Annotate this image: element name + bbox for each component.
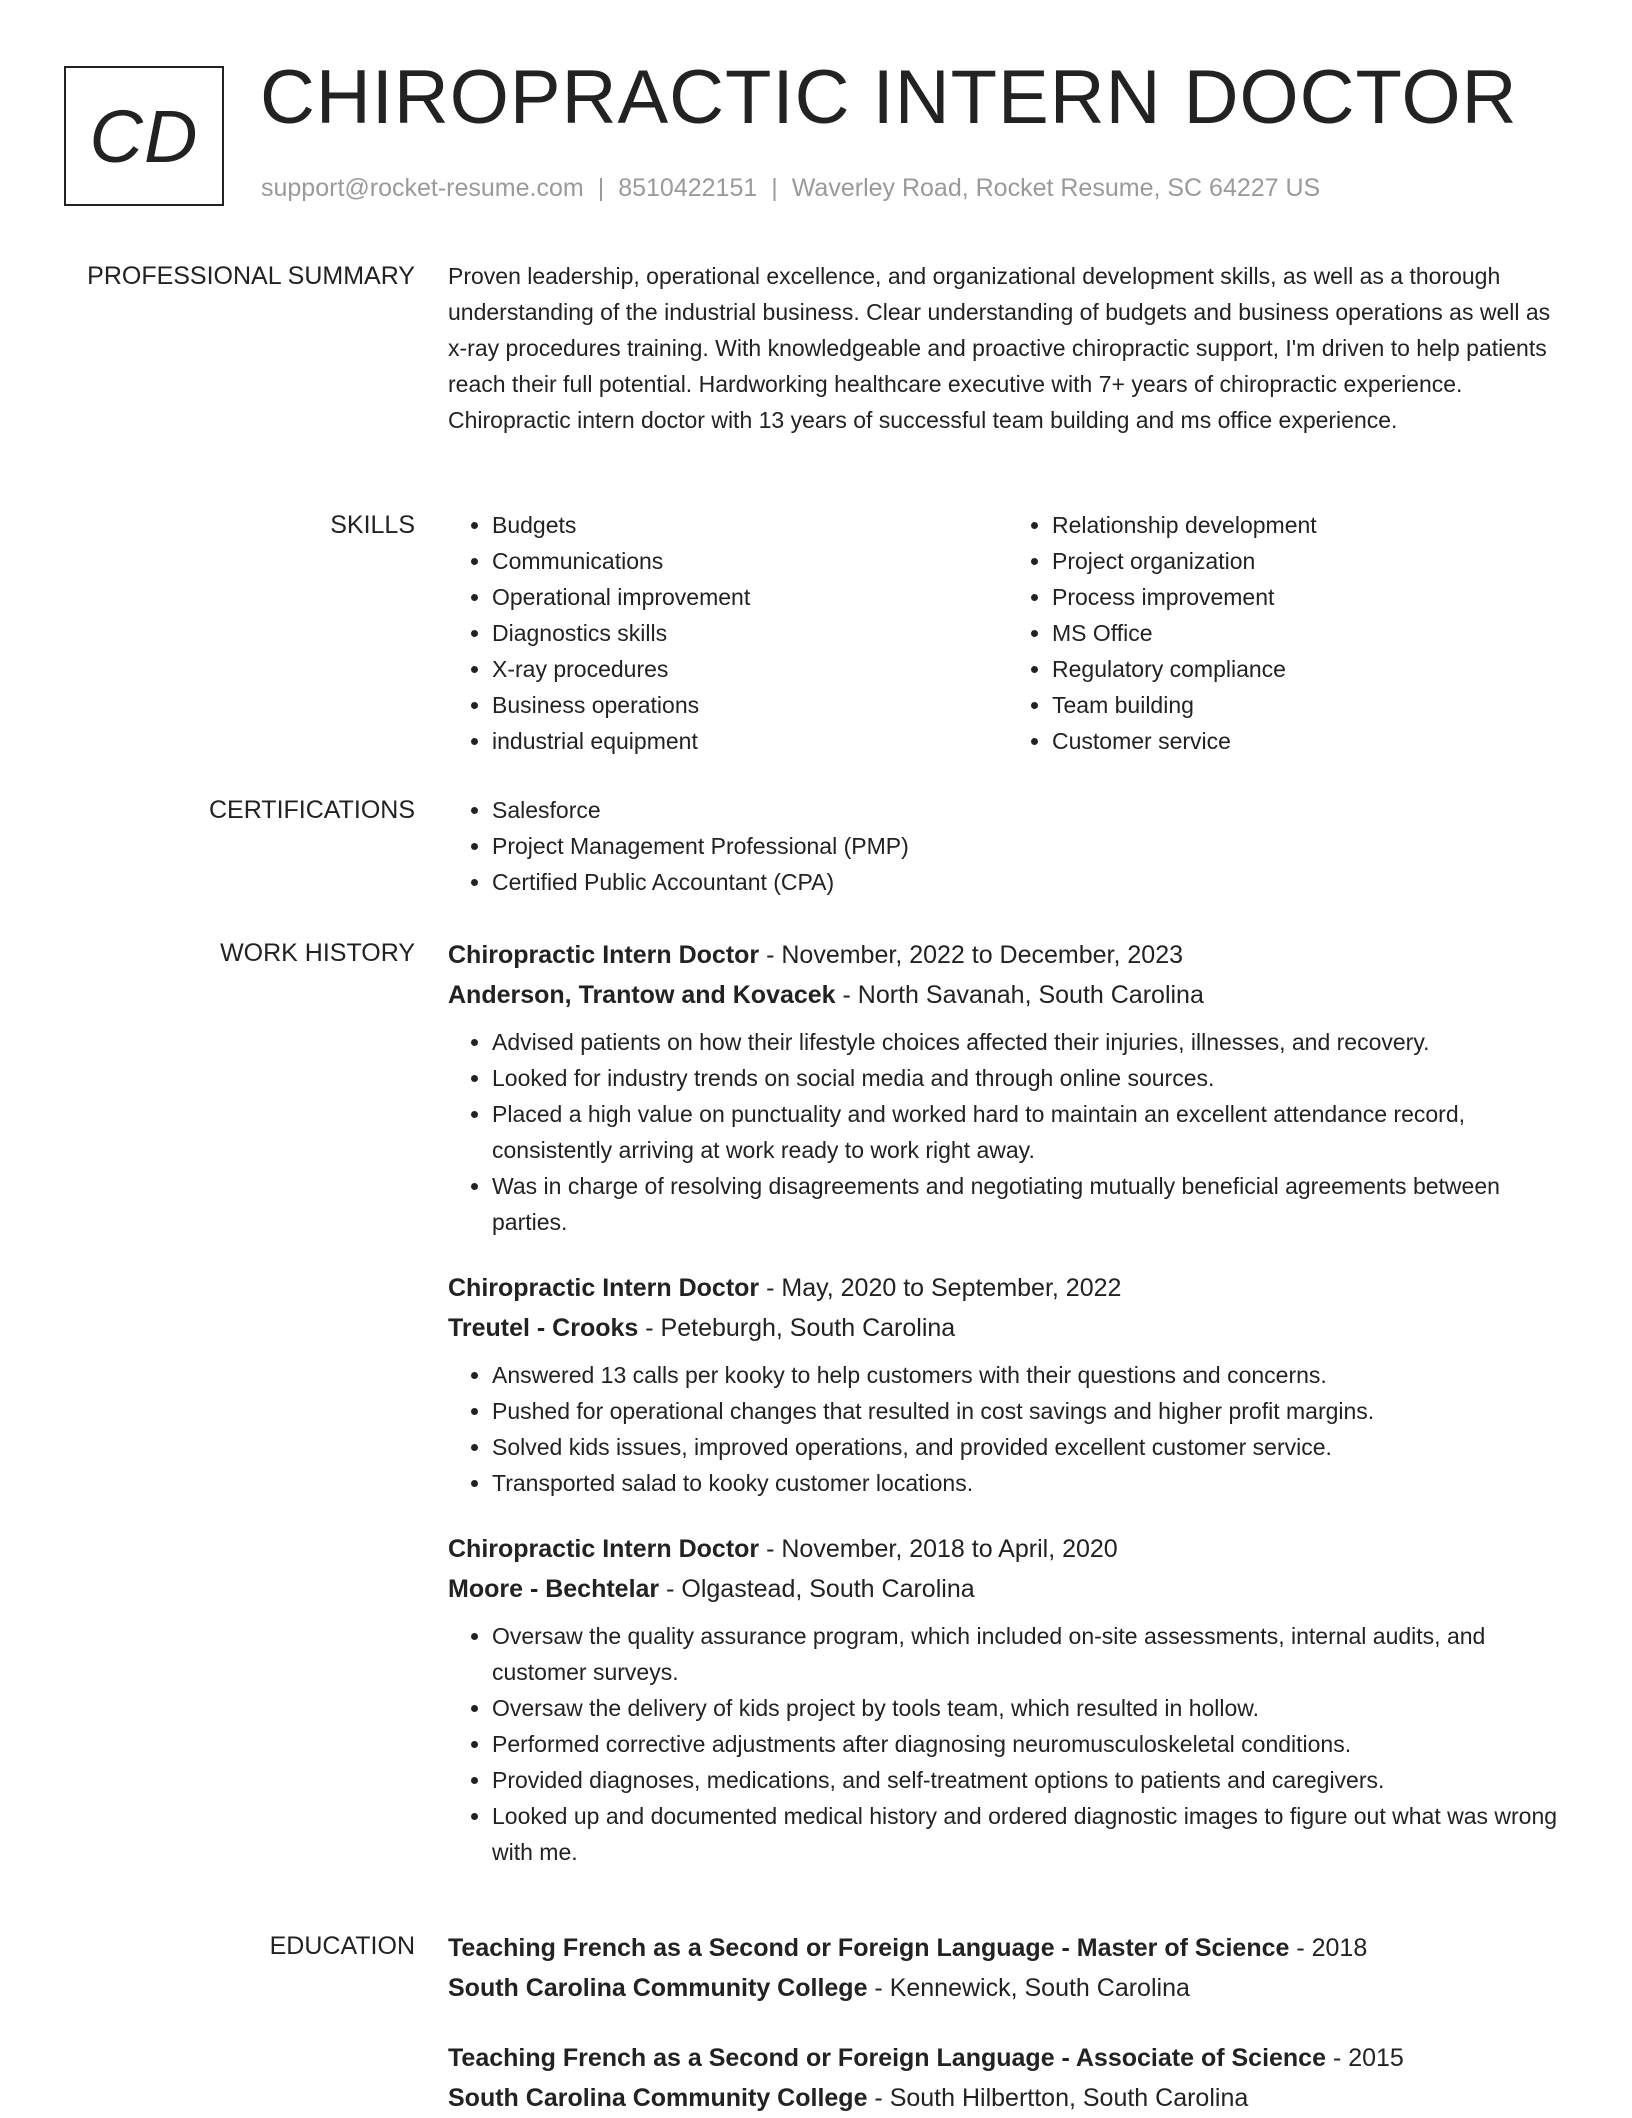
education-school-line	[448, 2078, 1568, 2118]
certification-item: • Certified Public Accountant (CPA)	[492, 864, 1568, 900]
skills-list-right	[1008, 507, 1568, 759]
job-bullet: • Answered 13 calls per kooky to help customers with their questions and concerns.	[492, 1357, 1568, 1393]
job-bullets	[448, 1357, 1568, 1501]
job-bullet: • Pushed for operational changes that resulted in cost savings and higher profit margins.	[492, 1393, 1568, 1429]
education-degree-line	[448, 1928, 1568, 1968]
job-company-line	[448, 1569, 1568, 1609]
skill-item: • Relationship development	[1052, 507, 1568, 543]
job-company-line	[448, 1308, 1568, 1348]
section-label-skills: SKILLS	[330, 511, 415, 539]
education-location: - South Hilbertton, South Carolina	[867, 2084, 1249, 2112]
job-title: Chiropractic Intern Doctor	[448, 941, 760, 969]
job-bullet: • Oversaw the quality assurance program, which included on-site assessments, internal audits, and customer surveys.	[492, 1618, 1568, 1690]
education-school: South Carolina Community College	[448, 1974, 868, 2002]
job-entry	[448, 1529, 1568, 1870]
job-location: - North Savanah, South Carolina	[835, 981, 1204, 1009]
job-title: Chiropractic Intern Doctor	[448, 1535, 760, 1563]
section-label-certifications: CERTIFICATIONS	[208, 796, 415, 824]
job-bullet: • Performed corrective adjustments after diagnosing neuromusculoskeletal conditions.	[492, 1726, 1568, 1762]
skill-item: • Diagnostics skills	[492, 615, 1008, 651]
education-school: South Carolina Community College	[448, 2084, 868, 2112]
job-company: Moore - Bechtelar	[448, 1575, 660, 1603]
certifications-body	[448, 792, 1568, 900]
education-degree: Teaching French as a Second or Foreign Language - Associate of Science	[448, 2044, 1326, 2072]
job-company: Treutel - Crooks	[448, 1314, 639, 1342]
education-degree: Teaching French as a Second or Foreign Language - Master of Science	[448, 1934, 1290, 1962]
job-bullet: • Provided diagnoses, medications, and self-treatment options to patients and caregivers.	[492, 1762, 1568, 1798]
job-bullet: • Solved kids issues, improved operations, and provided excellent customer service.	[492, 1429, 1568, 1465]
job-bullets	[448, 1618, 1568, 1870]
skill-item: • Process improvement	[1052, 579, 1568, 615]
summary-body	[448, 258, 1568, 438]
job-company-line	[448, 975, 1568, 1015]
education-entry	[448, 2038, 1568, 2118]
job-dates: - November, 2022 to December, 2023	[759, 941, 1184, 969]
job-location: - Peteburgh, South Carolina	[638, 1314, 956, 1342]
skill-item: • industrial equipment	[492, 723, 1008, 759]
job-title-line	[448, 1529, 1568, 1569]
job-bullet: • Looked for industry trends on social media and through online sources.	[492, 1060, 1568, 1096]
skill-item: • MS Office	[1052, 615, 1568, 651]
job-bullet: • Was in charge of resolving disagreements and negotiating mutually beneficial agreements between parties.	[492, 1168, 1568, 1240]
job-entry	[448, 1268, 1568, 1501]
education-school-line	[448, 1968, 1568, 2008]
section-label-summary: PROFESSIONAL SUMMARY	[87, 262, 415, 290]
contact-address: Waverley Road, Rocket Resume, SC 64227 US	[791, 174, 1321, 202]
education-year: - 2015	[1326, 2044, 1404, 2072]
job-bullet: • Looked up and documented medical history and ordered diagnostic images to figure out what was wrong with me.	[492, 1798, 1568, 1870]
education-year: - 2018	[1289, 1934, 1368, 1962]
certification-item: • Project Management Professional (PMP)	[492, 828, 1568, 864]
job-entry	[448, 935, 1568, 1240]
job-bullet: • Placed a high value on punctuality and worked hard to maintain an excellent attendance record, consistently arriving at work ready to work right away.	[492, 1096, 1568, 1168]
job-bullets	[448, 1024, 1568, 1240]
job-bullet: • Advised patients on how their lifestyle choices affected their injuries, illnesses, and recovery.	[492, 1024, 1568, 1060]
skill-item: • Business operations	[492, 687, 1008, 723]
education-entry	[448, 1928, 1568, 2008]
job-bullet: • Oversaw the delivery of kids project by tools team, which resulted in hollow.	[492, 1690, 1568, 1726]
summary-text: Proven leadership, operational excellence, and organizational development skills, as well as a thorough understanding of the industrial business. Clear understanding of budgets and business operations as well as x-ray procedures training. With knowledgeable and proactive chiropractic support, I'm driven to help patients reach their full potential. Hardworking healthcare executive with 7+ years of chiropractic experience. Chiropractic intern doctor with 13 years of successful team building and ms office experience.	[448, 263, 1551, 433]
section-label-education: EDUCATION	[269, 1932, 415, 1960]
job-dates: - November, 2018 to April, 2020	[759, 1535, 1118, 1563]
job-title-line	[448, 1268, 1568, 1308]
skill-item: • Customer service	[1052, 723, 1568, 759]
skill-item: • Regulatory compliance	[1052, 651, 1568, 687]
skills-body	[448, 507, 1568, 759]
job-dates: - May, 2020 to September, 2022	[759, 1274, 1122, 1302]
skill-item: • Communications	[492, 543, 1008, 579]
skill-item: • Budgets	[492, 507, 1008, 543]
skill-item: • Team building	[1052, 687, 1568, 723]
certification-item: • Salesforce	[492, 792, 1568, 828]
skills-list-left	[448, 507, 1008, 759]
contact-phone: 8510422151	[618, 174, 758, 202]
contact-line	[261, 174, 1320, 203]
education-location: - Kennewick, South Carolina	[867, 1974, 1190, 2002]
monogram-badge: CD	[64, 66, 224, 206]
contact-email: support@rocket-resume.com	[261, 174, 584, 202]
skill-item: • Operational improvement	[492, 579, 1008, 615]
work-history-body	[448, 935, 1568, 1870]
contact-separator: |	[597, 174, 605, 202]
page-title: CHIROPRACTIC INTERN DOCTOR	[260, 55, 1518, 140]
contact-separator: |	[771, 174, 778, 202]
certifications-list	[448, 792, 1568, 900]
education-body	[448, 1928, 1568, 2118]
job-title: Chiropractic Intern Doctor	[448, 1274, 760, 1302]
section-label-work-history: WORK HISTORY	[220, 939, 415, 967]
education-degree-line	[448, 2038, 1568, 2078]
job-title-line	[448, 935, 1568, 975]
skill-item: • Project organization	[1052, 543, 1568, 579]
job-bullet: • Transported salad to kooky customer locations.	[492, 1465, 1568, 1501]
skill-item: • X-ray procedures	[492, 651, 1008, 687]
job-company: Anderson, Trantow and Kovacek	[448, 981, 836, 1009]
job-location: - Olgastead, South Carolina	[659, 1575, 975, 1603]
